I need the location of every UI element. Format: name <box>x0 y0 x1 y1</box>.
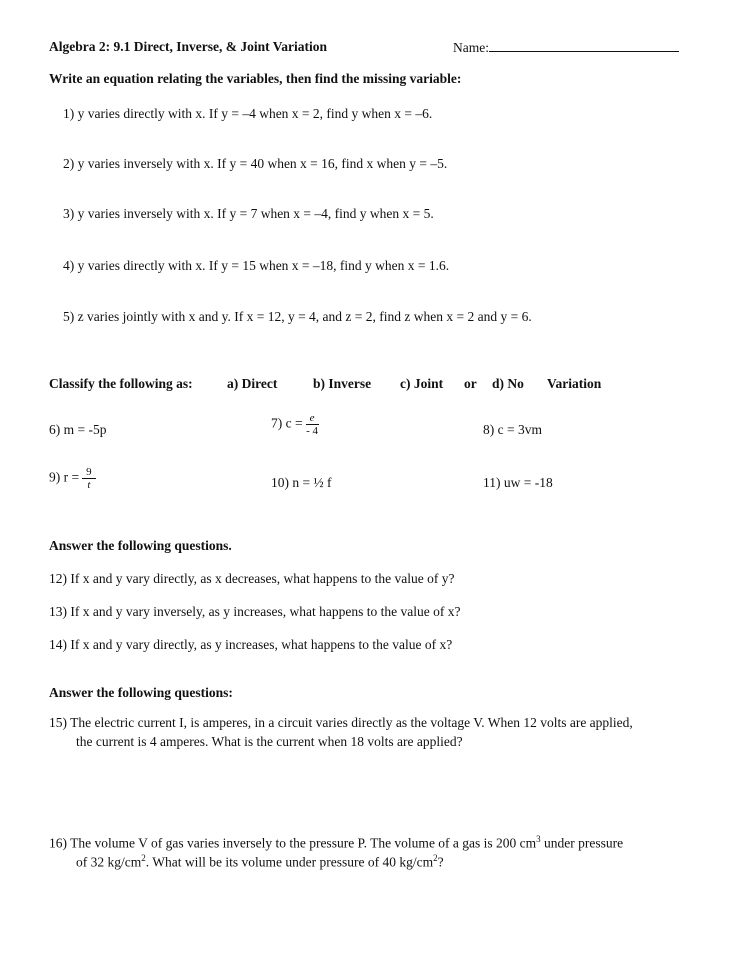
question-6: 6) m = -5p <box>49 422 107 437</box>
q16-text: 16) The volume V of gas varies inversely to the pressure P. The volume of a gas is 200 cm <box>49 835 537 851</box>
section4-instruction: Answer the following questions: <box>49 685 233 700</box>
q16-exponent: 2 <box>141 853 146 863</box>
q9-prefix: 9) r = <box>49 469 80 485</box>
section3-instruction: Answer the following questions. <box>49 538 232 553</box>
question-16-line1 <box>49 834 623 852</box>
question-11: 11) uw = -18 <box>483 475 553 490</box>
name-blank-line[interactable] <box>489 39 679 52</box>
question-8: 8) c = 3vm <box>483 422 542 437</box>
question-5: 5) z varies jointly with x and y. If x = 12, y = 4, and z = 2, find z when x = 2 and y = 6. <box>63 309 532 324</box>
question-10: 10) n = ½ f <box>271 475 332 490</box>
question-4: 4) y varies directly with x. If y = 15 when x = –18, find y when x = 1.6. <box>63 258 450 273</box>
question-1: 1) y varies directly with x. If y = –4 when x = 2, find y when x = –6. <box>63 106 433 121</box>
q16-text: ? <box>437 854 444 870</box>
question-2: 2) y varies inversely with x. If y = 40 when x = 16, find x when y = –5. <box>63 156 448 171</box>
question-12: 12) If x and y vary directly, as x decreases, what happens to the value of y? <box>49 571 455 586</box>
q16-text: of 32 kg/cm <box>76 854 142 870</box>
option-joint: c) Joint <box>400 376 444 391</box>
question-9 <box>49 466 96 491</box>
q7-numerator: e <box>306 412 319 425</box>
option-variation: Variation <box>547 376 602 391</box>
question-13: 13) If x and y vary inversely, as y increases, what happens to the value of x? <box>49 604 461 619</box>
question-15-line2: the current is 4 amperes. What is the current when 18 volts are applied? <box>76 734 463 749</box>
q9-denominator: t <box>87 479 91 491</box>
name-label: Name: <box>453 40 489 55</box>
question-14: 14) If x and y vary directly, as y increases, what happens to the value of x? <box>49 637 453 652</box>
q9-fraction <box>82 466 96 491</box>
question-7 <box>271 412 319 437</box>
q7-denominator: - 4 <box>306 425 319 437</box>
question-3: 3) y varies inversely with x. If y = 7 when x = –4, find y when x = 5. <box>63 206 434 221</box>
section1-instruction: Write an equation relating the variables, then find the missing variable: <box>49 71 462 86</box>
q16-text: . What will be its volume under pressure of 40 kg/cm <box>145 854 434 870</box>
question-16-line2 <box>76 853 444 871</box>
worksheet-title: Algebra 2: 9.1 Direct, Inverse, & Joint Variation <box>49 39 327 54</box>
q7-fraction <box>306 412 319 437</box>
option-no: d) No <box>492 376 524 391</box>
option-or: or <box>464 376 477 391</box>
option-inverse: b) Inverse <box>313 376 372 391</box>
q7-prefix: 7) c = <box>271 415 303 431</box>
q9-numerator: 9 <box>82 466 96 479</box>
question-15-line1: 15) The electric current I, is amperes, in a circuit varies directly as the voltage V. When 12 volts are applied, <box>49 715 633 730</box>
q16-text: under pressure <box>540 835 624 851</box>
q16-exponent: 2 <box>433 853 438 863</box>
option-direct: a) Direct <box>227 376 278 391</box>
name-field[interactable] <box>453 39 679 56</box>
classify-instruction: Classify the following as: <box>49 376 193 391</box>
q16-exponent: 3 <box>536 834 541 844</box>
